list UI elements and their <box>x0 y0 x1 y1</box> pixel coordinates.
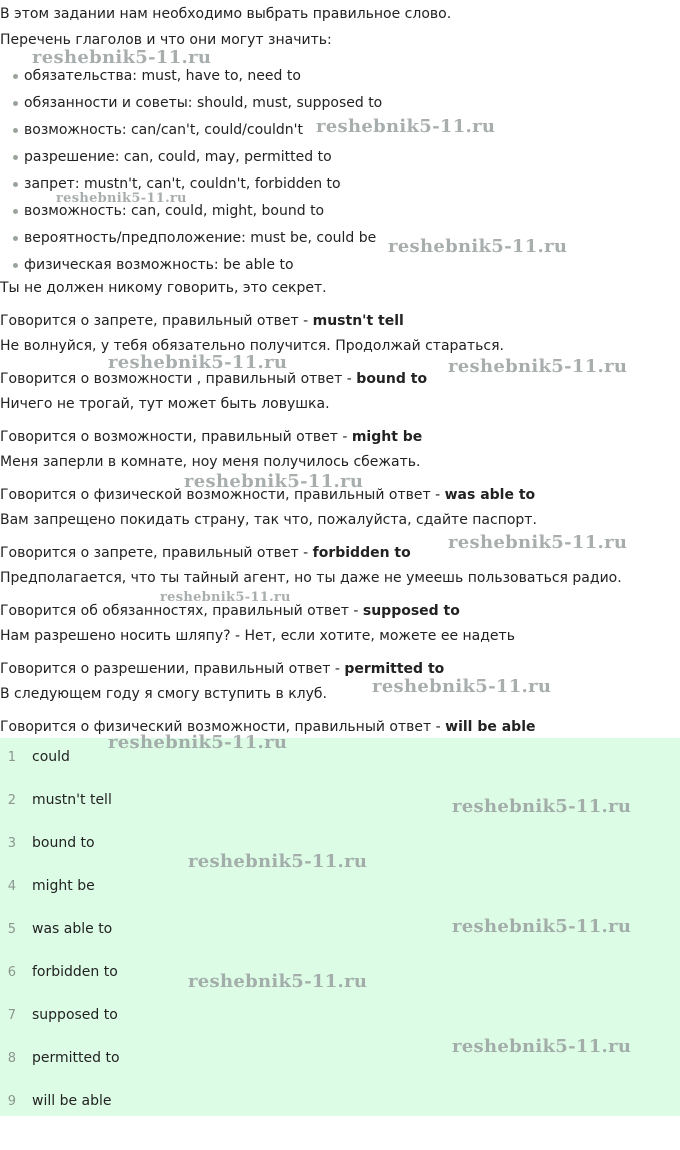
explanation-text: Говорится о возможности, правильный ответ - <box>0 429 352 445</box>
watermark: reshebnik5-11.ru <box>32 47 212 68</box>
answer-value: supposed to <box>32 1007 118 1023</box>
exercise-sentence: Вам запрещено покидать страну, так что, пожалуйста, сдайте паспорт. <box>0 512 537 528</box>
explanation-text: Говорится об обязанностях, правильный ответ - <box>0 603 363 619</box>
watermark: reshebnik5-11.ru <box>184 471 364 492</box>
answer-number: 2 <box>7 793 16 808</box>
list-item: возможность: can, could, might, bound to <box>0 200 600 227</box>
exercise-answer: supposed to <box>362 603 460 619</box>
answer-value: forbidden to <box>32 964 118 980</box>
watermark: reshebnik5-11.ru <box>388 236 568 257</box>
exercise-sentence: Предполагается, что ты тайный агент, но ты даже не умеешь пользоваться радио. <box>0 570 622 586</box>
watermark: reshebnik5-11.ru <box>108 352 288 373</box>
exercise-sentence: Не волнуйся, у тебя обязательно получится. Продолжай стараться. <box>0 338 504 354</box>
explanation-text: Говорится о запрете, правильный ответ - <box>0 545 313 561</box>
exercise-sentence: Ты не должен никому говорить, это секрет. <box>0 280 327 296</box>
list-item <box>0 875 95 897</box>
explanation-text: Говорится о возможности , правильный ответ - <box>0 371 357 387</box>
exercise-explanation <box>0 543 411 563</box>
list-heading: Перечень глаголов и что они могут значить: <box>0 32 332 48</box>
list-item: запрет: mustn't, can't, couldn't, forbidden to <box>0 173 600 200</box>
exercise-answer: might be <box>351 429 423 445</box>
list-item <box>0 746 70 768</box>
list-item: физическая возможность: be able to <box>0 254 600 281</box>
answer-value: permitted to <box>32 1050 120 1066</box>
list-item: разрешение: can, could, may, permitted to <box>0 146 600 173</box>
watermark: reshebnik5-11.ru <box>188 971 368 992</box>
answer-number: 1 <box>7 750 16 765</box>
explanation-text: Говорится о запрете, правильный ответ - <box>0 313 313 329</box>
answer-number: 6 <box>7 965 16 980</box>
answer-value: will be able <box>32 1093 112 1109</box>
answer-value: could <box>32 749 70 765</box>
watermark: reshebnik5-11.ru <box>316 116 496 137</box>
exercise-answer: will be able <box>445 719 536 735</box>
watermark: reshebnik5-11.ru <box>56 191 187 206</box>
exercise-answer: forbidden to <box>312 545 411 561</box>
task-text: В этом задании нам необходимо выбрать правильное слово. <box>0 6 452 22</box>
list-item <box>0 832 95 854</box>
watermark: reshebnik5-11.ru <box>448 532 628 553</box>
exercise-sentence: Ничего не трогай, тут может быть ловушка. <box>0 396 330 412</box>
watermark: reshebnik5-11.ru <box>108 732 288 753</box>
list-item: возможность: can/can't, could/couldn't <box>0 119 600 146</box>
watermark: reshebnik5-11.ru <box>448 356 628 377</box>
list-item: обязанности и советы: should, must, supposed to <box>0 92 600 119</box>
exercise-explanation <box>0 311 404 331</box>
answer-value: bound to <box>32 835 95 851</box>
watermark: reshebnik5-11.ru <box>372 676 552 697</box>
list-item <box>0 1090 112 1112</box>
watermark: reshebnik5-11.ru <box>452 796 632 817</box>
watermark: reshebnik5-11.ru <box>160 590 291 605</box>
list-item <box>0 918 112 940</box>
list-item: обязательства: must, have to, need to <box>0 65 600 92</box>
list-item <box>0 1047 120 1069</box>
exercise-sentence: Меня заперли в комнате, ноу меня получилось сбежать. <box>0 454 421 470</box>
list-item <box>0 789 112 811</box>
watermark: reshebnik5-11.ru <box>452 916 632 937</box>
exercise-answer: was able to <box>444 487 536 503</box>
list-item <box>0 1004 118 1026</box>
answer-number: 4 <box>7 879 16 894</box>
exercise-answer: bound to <box>356 371 428 387</box>
answer-number: 5 <box>7 922 16 937</box>
exercise-answer: permitted to <box>344 661 445 677</box>
answer-value: was able to <box>32 921 113 937</box>
watermark: reshebnik5-11.ru <box>188 851 368 872</box>
exercise-answer: mustn't tell <box>312 313 404 329</box>
answer-number: 7 <box>7 1008 16 1023</box>
explanation-text: Говорится о физический возможности, правильный ответ - <box>0 719 446 735</box>
exercise-explanation <box>0 427 422 447</box>
answer-number: 9 <box>7 1094 16 1109</box>
exercise-sentence: В следующем году я смогу вступить в клуб. <box>0 686 327 702</box>
list-item <box>0 961 118 983</box>
list-item: вероятность/предположение: must be, could be <box>0 227 600 254</box>
answer-value: might be <box>32 878 95 894</box>
answer-number: 3 <box>7 836 16 851</box>
explanation-text: Говорится о разрешении, правильный ответ - <box>0 661 345 677</box>
answer-number: 8 <box>7 1051 16 1066</box>
answer-value: mustn't tell <box>32 792 112 808</box>
explanation-text: Говорится о физической возможности, правильный ответ - <box>0 487 445 503</box>
watermark: reshebnik5-11.ru <box>452 1036 632 1057</box>
exercise-sentence: Нам разрешено носить шляпу? - Нет, если хотите, можете ее надеть <box>0 628 515 644</box>
